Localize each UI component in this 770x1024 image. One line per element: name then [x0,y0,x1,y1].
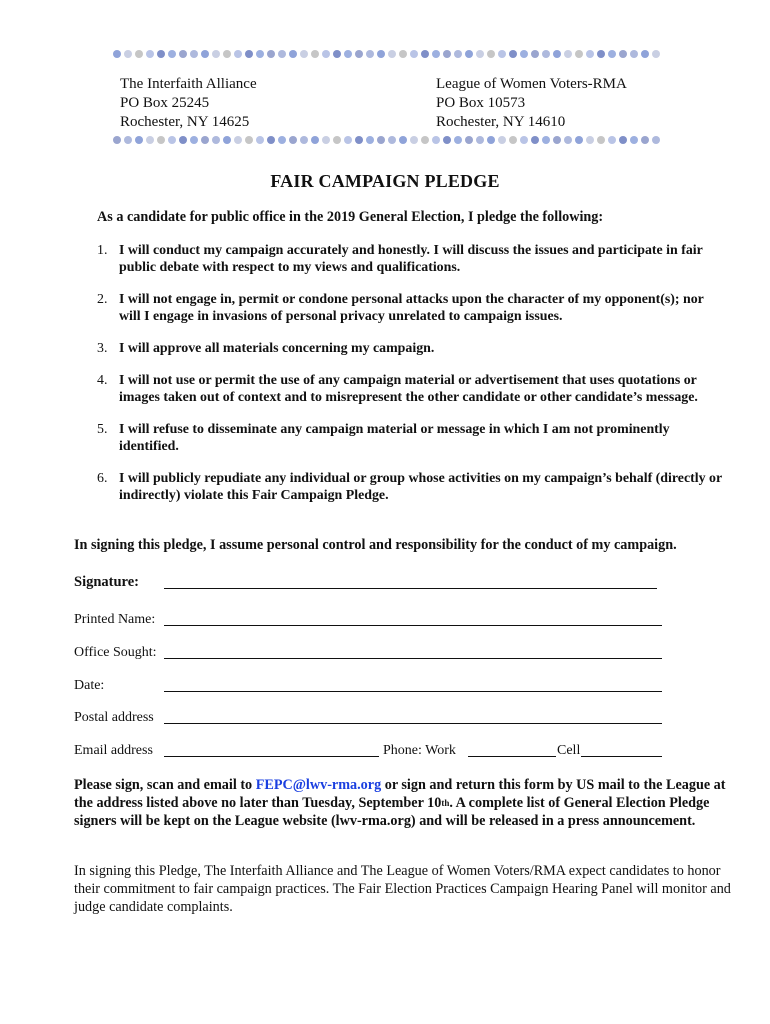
border-dot [465,50,473,58]
pledge-item [84,372,724,421]
border-dot [432,50,440,58]
page-title: FAIR CAMPAIGN PLEDGE [270,171,500,191]
border-dot [399,50,407,58]
border-dot [520,50,528,58]
pledge-number: 6. [97,471,108,486]
border-dot [619,50,627,58]
border-dot [553,50,561,58]
border-dot [564,50,572,58]
border-dot [630,50,638,58]
border-dot [256,50,264,58]
border-dot [652,50,660,58]
instructions-text: . A complete list of General Election Pledge signers will be kept on the League website (lwv-rma.org) and will be released in a press announcement. [74,794,710,829]
border-dot [113,50,121,58]
border-dot [619,136,627,144]
pledge-number: 5. [97,422,108,437]
border-dot [300,50,308,58]
postal-address-field[interactable] [164,723,662,724]
border-dot [322,136,330,144]
submission-instructions [74,777,734,831]
border-dot [586,136,594,144]
border-dot [542,50,550,58]
border-dot [443,50,451,58]
closing-paragraph: In signing this Pledge, The Interfaith Alliance and The League of Women Voters/RMA expect candidates to honor their commitment to fair campaign practices. The Fair Election Practices Campaign Hearing Panel will monitor and judge candidate complaints. [74,863,731,915]
border-dot [179,136,187,144]
border-dot [366,50,374,58]
pledge-item [84,242,724,291]
border-dot [124,50,132,58]
border-dot [608,136,616,144]
email-address-label: Email address [74,743,153,758]
border-dot [146,136,154,144]
border-dot [366,136,374,144]
border-dot [234,50,242,58]
border-dot [520,136,528,144]
border-dot [575,50,583,58]
work-phone-field[interactable] [468,756,556,757]
border-dot [333,136,341,144]
border-dot [531,136,539,144]
address-line: PO Box 25245 [120,95,210,111]
bottom-decorative-border [113,136,669,146]
date-field[interactable] [164,691,662,692]
border-dot [410,136,418,144]
pledge-number: 3. [97,341,108,356]
border-dot [168,136,176,144]
pledge-text: I will not use or permit the use of any campaign material or advertisement that uses quotations or images taken out of context and to misrepresent the other candidate or other candidate’s message. [119,373,698,405]
instructions-text: Please sign, scan and email to [74,777,256,793]
postal-address-label: Postal address [74,710,154,725]
pledge-number: 4. [97,373,108,388]
border-dot [300,136,308,144]
border-dot [124,136,132,144]
border-dot [487,136,495,144]
pledge-text: I will publicly repudiate any individual or group whose activities on my campaign’s behalf (directly or indirectly) violate this Fair Campaign Pledge. [119,471,722,503]
date-label: Date: [74,678,105,693]
border-dot [355,136,363,144]
border-dot [157,136,165,144]
border-dot [311,50,319,58]
border-dot [278,50,286,58]
cell-phone-label: Cell [557,743,581,758]
border-dot [256,136,264,144]
printed-name-label: Printed Name: [74,612,156,627]
top-decorative-border [113,50,669,60]
border-dot [652,136,660,144]
border-dot [509,50,517,58]
border-dot [597,50,605,58]
address-line: Rochester, NY 14625 [120,114,250,130]
office-sought-label: Office Sought: [74,645,157,660]
border-dot [586,50,594,58]
ordinal-suffix: th [441,797,450,808]
border-dot [509,136,517,144]
border-dot [399,136,407,144]
border-dot [355,50,363,58]
email-address-field[interactable] [164,756,379,757]
pledge-text: I will not engage in, permit or condone personal attacks upon the character of my opponent(s); nor will I engage in invasions of personal privacy unrelated to campaign issues. [119,292,704,324]
border-dot [289,50,297,58]
pledge-number: 1. [97,243,108,258]
pledge-text: I will refuse to disseminate any campaign material or message in which I am not prominently identified. [119,422,670,454]
border-dot [531,50,539,58]
border-dot [289,136,297,144]
border-dot [421,136,429,144]
pledge-text: I will conduct my campaign accurately and honestly. I will discuss the issues and participate in fair public debate with respect to my views and qualifications. [119,243,703,275]
signature-line[interactable] [164,588,657,589]
responsibility-statement: In signing this pledge, I assume personal control and responsibility for the conduct of my campaign. [74,537,677,553]
border-dot [234,136,242,144]
address-line: League of Women Voters-RMA [436,76,627,92]
border-dot [443,136,451,144]
border-dot [190,50,198,58]
border-dot [322,50,330,58]
border-dot [311,136,319,144]
border-dot [476,136,484,144]
border-dot [498,50,506,58]
border-dot [179,50,187,58]
border-dot [498,136,506,144]
border-dot [201,136,209,144]
border-dot [388,50,396,58]
pledge-text: I will approve all materials concerning my campaign. [119,341,435,356]
border-dot [267,50,275,58]
pledge-item [84,421,724,470]
border-dot [212,50,220,58]
border-dot [135,136,143,144]
border-dot [278,136,286,144]
border-dot [333,50,341,58]
border-dot [168,50,176,58]
border-dot [377,50,385,58]
interfaith-alliance-address [120,75,257,132]
pledge-item [84,340,724,372]
border-dot [410,50,418,58]
border-dot [454,136,462,144]
border-dot [245,136,253,144]
border-dot [212,136,220,144]
border-dot [113,136,121,144]
border-dot [421,50,429,58]
border-dot [432,136,440,144]
border-dot [564,136,572,144]
printed-name-field[interactable] [164,625,662,626]
address-line: Rochester, NY 14610 [436,114,566,130]
border-dot [388,136,396,144]
border-dot [630,136,638,144]
border-dot [135,50,143,58]
border-dot [487,50,495,58]
intro-statement: As a candidate for public office in the 2019 General Election, I pledge the following: [97,209,604,225]
border-dot [476,50,484,58]
border-dot [597,136,605,144]
border-dot [344,136,352,144]
border-dot [542,136,550,144]
border-dot [267,136,275,144]
border-dot [454,50,462,58]
address-line: PO Box 10573 [436,95,526,111]
fepc-email-link[interactable]: FEPC@lwv-rma.org [255,777,382,793]
pledge-item [84,291,724,340]
border-dot [575,136,583,144]
office-sought-field[interactable] [164,658,662,659]
border-dot [157,50,165,58]
border-dot [223,50,231,58]
signature-label: Signature: [74,574,139,590]
league-address [436,75,627,132]
pledge-number: 2. [97,292,108,307]
work-phone-label: Phone: Work [383,743,456,758]
cell-phone-field[interactable] [581,756,662,757]
pledge-list [84,242,724,504]
border-dot [377,136,385,144]
border-dot [465,136,473,144]
instructions-text: or sign and return this form by US mail to the League at the address listed above no later than Tuesday, September 10 [74,777,726,811]
pledge-item [84,470,724,504]
address-line: The Interfaith Alliance [120,76,257,92]
border-dot [553,136,561,144]
border-dot [344,50,352,58]
border-dot [608,50,616,58]
border-dot [641,50,649,58]
border-dot [146,50,154,58]
border-dot [201,50,209,58]
border-dot [223,136,231,144]
border-dot [245,50,253,58]
border-dot [190,136,198,144]
border-dot [641,136,649,144]
